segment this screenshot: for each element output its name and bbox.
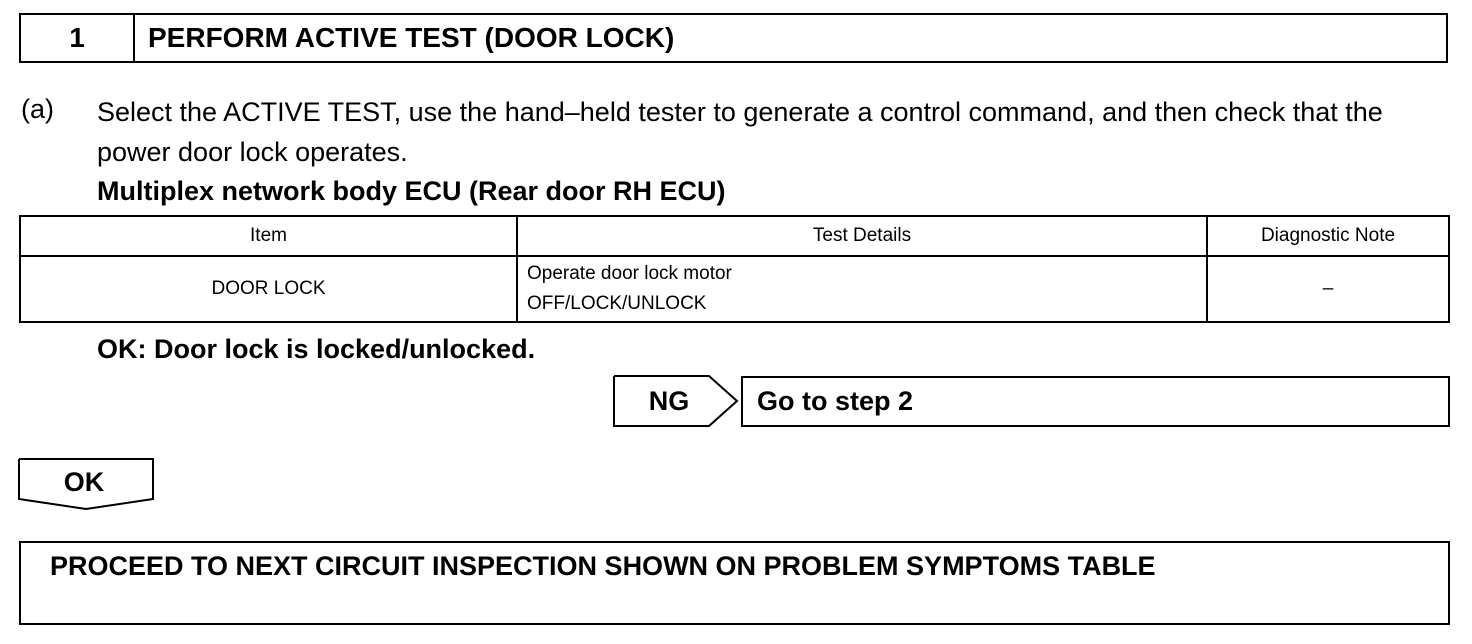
cell-diagnostic-note: – <box>1207 256 1449 322</box>
step-number: 1 <box>21 15 135 61</box>
final-instruction-box: PROCEED TO NEXT CIRCUIT INSPECTION SHOWN ON PROBLEM SYMPTOMS TABLE <box>19 541 1450 625</box>
step-header <box>19 13 1448 63</box>
ng-label: NG <box>648 385 690 416</box>
active-test-table <box>19 215 1450 323</box>
table-header-row <box>20 216 1449 256</box>
instruction-marker: (a) <box>21 94 54 124</box>
ok-result: OK: Door lock is locked/unlocked. <box>97 334 536 364</box>
header-diagnostic-note: Diagnostic Note <box>1207 216 1449 256</box>
cell-item: DOOR LOCK <box>20 256 517 322</box>
cell-test-details <box>517 256 1207 322</box>
header-item: Item <box>20 216 517 256</box>
ok-label: OK <box>63 466 105 497</box>
go-to-step-box: Go to step 2 <box>741 376 1450 427</box>
step-title: PERFORM ACTIVE TEST (DOOR LOCK) <box>148 22 675 53</box>
table-row <box>20 256 1449 322</box>
details-line-2: OFF/LOCK/UNLOCK <box>527 293 707 314</box>
header-test-details: Test Details <box>517 216 1207 256</box>
ecu-subheading: Multiplex network body ECU (Rear door RH ECU) <box>97 176 726 206</box>
instruction-text: Select the ACTIVE TEST, use the hand–held tester to generate a control command, and then check that the power door lock operates. <box>97 97 1383 167</box>
details-line-1: Operate door lock motor <box>527 263 732 284</box>
